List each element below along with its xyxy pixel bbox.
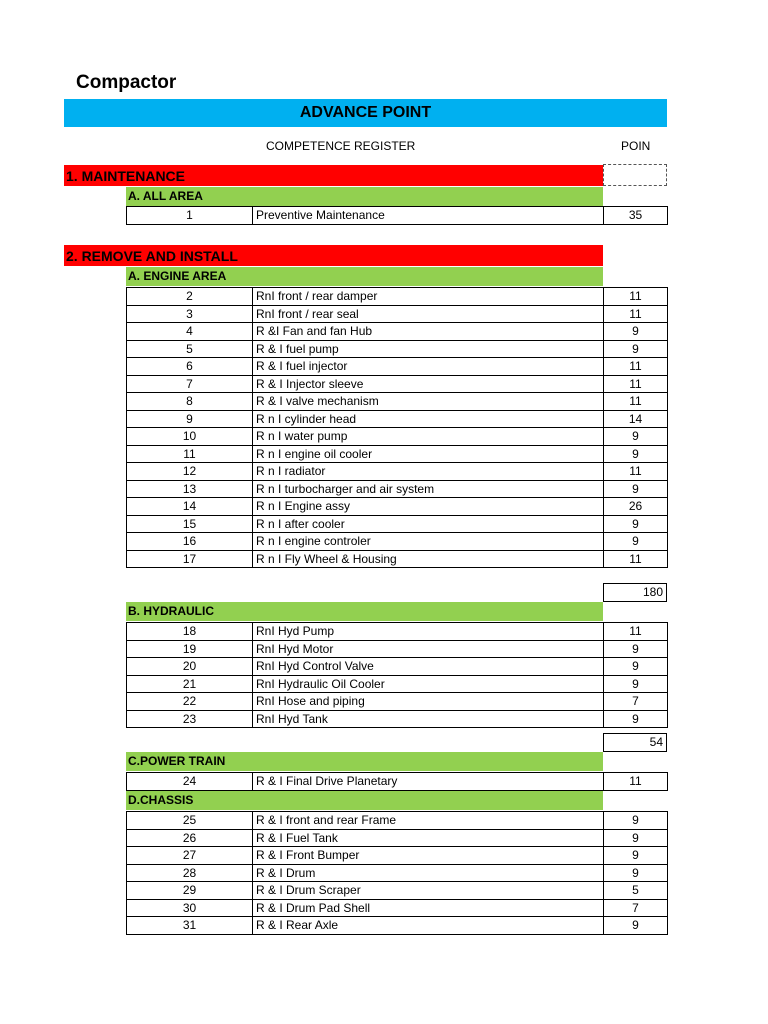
item-description: R n I after cooler	[253, 515, 604, 533]
table-row	[127, 773, 668, 791]
engine-area-total: 180	[603, 583, 667, 602]
item-points: 7	[604, 693, 668, 711]
table-engine-area	[126, 287, 668, 568]
item-points: 14	[604, 410, 668, 428]
table-row	[127, 533, 668, 551]
item-number: 16	[127, 533, 253, 551]
rows-power-train	[127, 773, 668, 791]
table-row	[127, 899, 668, 917]
item-number: 1	[127, 207, 253, 225]
table-row	[127, 675, 668, 693]
item-number: 21	[127, 675, 253, 693]
item-description: R & I Front Bumper	[253, 847, 604, 865]
item-points: 9	[604, 323, 668, 341]
hydraulic-total: 54	[603, 733, 667, 752]
item-description: RnI Hyd Motor	[253, 640, 604, 658]
table-row	[127, 480, 668, 498]
section-maintenance: 1. MAINTENANCE	[64, 165, 603, 186]
item-points: 11	[604, 623, 668, 641]
item-description: R & I Fuel Tank	[253, 829, 604, 847]
item-number: 7	[127, 375, 253, 393]
table-row	[127, 829, 668, 847]
item-description: RnI Hyd Pump	[253, 623, 604, 641]
item-number: 14	[127, 498, 253, 516]
table-row	[127, 917, 668, 935]
item-points: 5	[604, 882, 668, 900]
item-points: 9	[604, 640, 668, 658]
item-description: RnI Hyd Tank	[253, 710, 604, 728]
item-number: 20	[127, 658, 253, 676]
table-row	[127, 515, 668, 533]
item-number: 28	[127, 864, 253, 882]
table-row	[127, 305, 668, 323]
item-points: 11	[604, 463, 668, 481]
item-points: 9	[604, 658, 668, 676]
item-number: 19	[127, 640, 253, 658]
item-description: R & I fuel pump	[253, 340, 604, 358]
table-row	[127, 288, 668, 306]
item-description: R n I engine oil cooler	[253, 445, 604, 463]
item-description: R n I Fly Wheel & Housing	[253, 550, 604, 568]
item-points: 9	[604, 445, 668, 463]
item-number: 3	[127, 305, 253, 323]
rows-hydraulic	[127, 623, 668, 728]
item-number: 24	[127, 773, 253, 791]
competence-register-header: COMPETENCE REGISTER	[266, 139, 416, 153]
table-row	[127, 410, 668, 428]
item-description: R n I turbocharger and air system	[253, 480, 604, 498]
item-description: RnI Hyd Control Valve	[253, 658, 604, 676]
item-points: 9	[604, 829, 668, 847]
item-number: 9	[127, 410, 253, 428]
table-power-train	[126, 772, 668, 791]
item-description: R n I water pump	[253, 428, 604, 446]
item-description: R & I fuel injector	[253, 358, 604, 376]
subsection-chassis: D.CHASSIS	[126, 791, 603, 810]
table-row	[127, 693, 668, 711]
item-number: 25	[127, 812, 253, 830]
section-remove-install: 2. REMOVE AND INSTALL	[64, 245, 603, 266]
item-points: 9	[604, 675, 668, 693]
table-row	[127, 445, 668, 463]
points-dashed-cell	[603, 164, 667, 186]
item-number: 30	[127, 899, 253, 917]
item-points: 9	[604, 428, 668, 446]
item-points: 11	[604, 375, 668, 393]
points-header: POIN	[621, 139, 651, 153]
table-row	[127, 428, 668, 446]
table-row	[127, 847, 668, 865]
item-points: 11	[604, 288, 668, 306]
item-points: 9	[604, 710, 668, 728]
item-points: 11	[604, 393, 668, 411]
item-description: R & I front and rear Frame	[253, 812, 604, 830]
item-description: R & I Drum Pad Shell	[253, 899, 604, 917]
item-number: 29	[127, 882, 253, 900]
table-row	[127, 358, 668, 376]
table-row	[127, 207, 668, 225]
subsection-all-area: A. ALL AREA	[126, 187, 603, 206]
item-description: R & I Injector sleeve	[253, 375, 604, 393]
advance-point-banner	[64, 99, 667, 127]
table-all-area	[126, 206, 668, 225]
item-number: 12	[127, 463, 253, 481]
subsection-power-train: C.POWER TRAIN	[126, 752, 603, 771]
table-row	[127, 864, 668, 882]
item-points: 11	[604, 773, 668, 791]
item-points: 9	[604, 533, 668, 551]
item-points: 9	[604, 847, 668, 865]
table-row	[127, 375, 668, 393]
table-row	[127, 393, 668, 411]
page-title: Compactor	[76, 72, 177, 93]
table-row	[127, 340, 668, 358]
item-description: RnI front / rear damper	[253, 288, 604, 306]
item-number: 4	[127, 323, 253, 341]
table-row	[127, 710, 668, 728]
item-points: 26	[604, 498, 668, 516]
item-description: R n I Engine assy	[253, 498, 604, 516]
banner-label: ADVANCE POINT	[299, 104, 432, 121]
rows-all-area	[127, 207, 668, 225]
table-row	[127, 463, 668, 481]
table-row	[127, 498, 668, 516]
item-number: 11	[127, 445, 253, 463]
item-description: RnI front / rear seal	[253, 305, 604, 323]
rows-engine-area	[127, 288, 668, 568]
item-points: 7	[604, 899, 668, 917]
table-row	[127, 882, 668, 900]
item-number: 17	[127, 550, 253, 568]
item-number: 27	[127, 847, 253, 865]
item-points: 9	[604, 515, 668, 533]
item-number: 5	[127, 340, 253, 358]
item-number: 6	[127, 358, 253, 376]
item-points: 11	[604, 550, 668, 568]
item-description: R n I radiator	[253, 463, 604, 481]
item-points: 9	[604, 864, 668, 882]
table-row	[127, 550, 668, 568]
item-description: R & I Final Drive Planetary	[253, 773, 604, 791]
item-number: 2	[127, 288, 253, 306]
item-description: R &I Fan and fan Hub	[253, 323, 604, 341]
rows-chassis	[127, 812, 668, 935]
item-number: 23	[127, 710, 253, 728]
item-number: 8	[127, 393, 253, 411]
item-points: 11	[604, 358, 668, 376]
table-row	[127, 323, 668, 341]
item-description: R n I engine controler	[253, 533, 604, 551]
item-points: 35	[604, 207, 668, 225]
item-description: R & I Drum	[253, 864, 604, 882]
subsection-engine-area: A. ENGINE AREA	[126, 267, 603, 286]
item-points: 9	[604, 812, 668, 830]
item-number: 13	[127, 480, 253, 498]
item-description: R & I Drum Scraper	[253, 882, 604, 900]
item-number: 15	[127, 515, 253, 533]
item-number: 22	[127, 693, 253, 711]
item-description: R & I Rear Axle	[253, 917, 604, 935]
table-hydraulic	[126, 622, 668, 728]
item-number: 26	[127, 829, 253, 847]
subsection-hydraulic: B. HYDRAULIC	[126, 602, 603, 621]
item-description: R n I cylinder head	[253, 410, 604, 428]
item-description: RnI Hydraulic Oil Cooler	[253, 675, 604, 693]
item-description: RnI Hose and piping	[253, 693, 604, 711]
table-row	[127, 658, 668, 676]
item-points: 9	[604, 340, 668, 358]
item-points: 9	[604, 917, 668, 935]
item-number: 18	[127, 623, 253, 641]
item-number: 10	[127, 428, 253, 446]
item-points: 9	[604, 480, 668, 498]
table-chassis	[126, 811, 668, 935]
table-row	[127, 640, 668, 658]
table-row	[127, 623, 668, 641]
item-description: R & I valve mechanism	[253, 393, 604, 411]
item-description: Preventive Maintenance	[253, 207, 604, 225]
item-number: 31	[127, 917, 253, 935]
table-row	[127, 812, 668, 830]
item-points: 11	[604, 305, 668, 323]
